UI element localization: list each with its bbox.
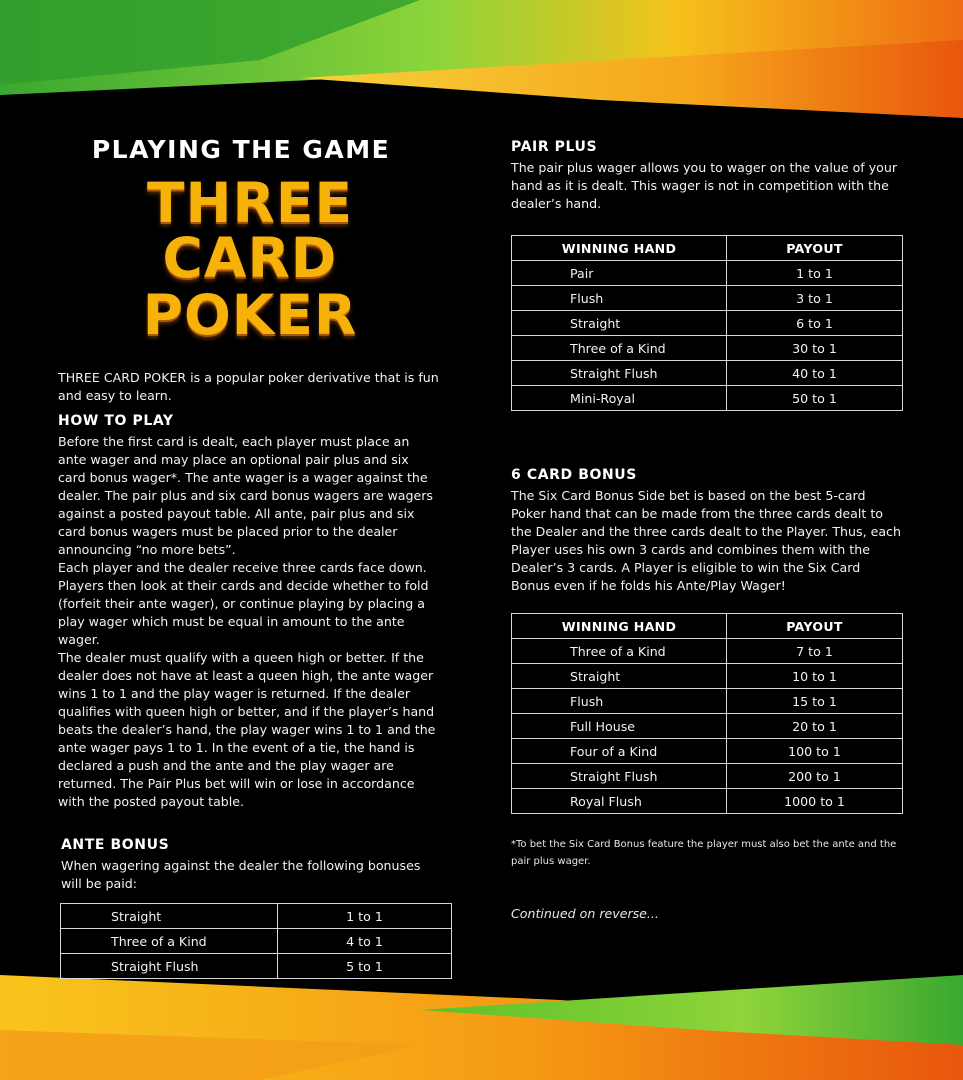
- game-title-line-1: THREE CARD: [146, 171, 354, 290]
- table-row: [61, 954, 452, 979]
- hand-cell: Three of a Kind: [512, 336, 727, 361]
- ante-bonus-table: [60, 903, 452, 979]
- pair-plus-text: The pair plus wager allows you to wager on the value of your hand as it is dealt. This wager is not in competition with the dealer’s hand.: [511, 160, 898, 211]
- table-header-row: [512, 614, 903, 639]
- table-row: [512, 311, 903, 336]
- table-row: [512, 714, 903, 739]
- hand-cell: Three of a Kind: [61, 929, 278, 954]
- six-card-bonus-text: The Six Card Bonus Side bet is based on the best 5-card Poker hand that can be made from the three cards dealt to the Dealer and the three cards dealt to the Player. Thus, each Player uses his own 3 cards and combines them with the Dealer’s 3 cards. A Player is eligible to win the Six Card Bonus even if he folds his Ante/Play Wager!: [511, 488, 901, 593]
- payout-cell: 100 to 1: [727, 739, 903, 764]
- payout-cell: 10 to 1: [727, 664, 903, 689]
- hand-cell: Royal Flush: [512, 789, 727, 814]
- payout-cell: 200 to 1: [727, 764, 903, 789]
- payout-cell: 1 to 1: [727, 261, 903, 286]
- column-header-payout: PAYOUT: [727, 614, 903, 639]
- ante-bonus-heading: ANTE BONUS: [61, 837, 170, 853]
- column-header-hand: WINNING HAND: [512, 614, 727, 639]
- hand-cell: Pair: [512, 261, 727, 286]
- payout-cell: 30 to 1: [727, 336, 903, 361]
- table-row: [512, 664, 903, 689]
- bottom-decorative-banner: [0, 970, 963, 1080]
- table-row: [512, 336, 903, 361]
- hand-cell: Full House: [512, 714, 727, 739]
- table-row: [512, 739, 903, 764]
- payout-cell: 1000 to 1: [727, 789, 903, 814]
- pair-plus-heading: PAIR PLUS: [511, 139, 598, 155]
- table-row: [512, 789, 903, 814]
- left-column: [58, 135, 440, 979]
- intro-text: THREE CARD POKER is a popular poker derivative that is fun and easy to learn.: [58, 370, 439, 403]
- payout-cell: 20 to 1: [727, 714, 903, 739]
- how-to-play-heading: HOW TO PLAY: [58, 413, 174, 429]
- payout-cell: 15 to 1: [727, 689, 903, 714]
- payout-cell: 6 to 1: [727, 311, 903, 336]
- table-row: [61, 929, 452, 954]
- pair-plus-table: [511, 235, 903, 411]
- right-column: [511, 135, 903, 934]
- kicker-heading: PLAYING THE GAME: [91, 135, 391, 164]
- hand-cell: Four of a Kind: [512, 739, 727, 764]
- column-header-payout: PAYOUT: [727, 236, 903, 261]
- hand-cell: Flush: [512, 689, 727, 714]
- footnote: *To bet the Six Card Bonus feature the player must also bet the ante and the pair plus wager.: [511, 839, 897, 867]
- hand-cell: Mini-Royal: [512, 386, 727, 411]
- payout-cell: 40 to 1: [727, 361, 903, 386]
- table-row: [512, 261, 903, 286]
- table-row: [61, 904, 452, 929]
- hand-cell: Three of a Kind: [512, 639, 727, 664]
- hand-cell: Straight: [512, 311, 727, 336]
- payout-cell: 4 to 1: [278, 929, 452, 954]
- table-row: [512, 639, 903, 664]
- payout-cell: 3 to 1: [727, 286, 903, 311]
- six-card-bonus-table: [511, 613, 903, 814]
- hand-cell: Straight: [61, 904, 278, 929]
- hand-cell: Flush: [512, 286, 727, 311]
- how-to-play-paragraph-2: Each player and the dealer receive three cards face down. Players then look at their cards and decide whether to fold (forfeit their ante wager), or continue playing by placing a play wager which must be equal in amount to the ante wager.: [58, 560, 429, 647]
- table-row: [512, 764, 903, 789]
- table-row: [512, 386, 903, 411]
- hand-cell: Straight Flush: [512, 764, 727, 789]
- column-header-hand: WINNING HAND: [512, 236, 727, 261]
- table-row: [512, 286, 903, 311]
- how-to-play-paragraph-1: Before the first card is dealt, each player must place an ante wager and may place an optional pair plus and six card bonus wager*. The ante wager is a wager against the dealer. The pair plus and six card bonus wagers are wagers against a posted payout table. All ante, pair plus and six card bonus wagers must be placed prior to the dealer announcing “no more bets”.: [58, 434, 433, 557]
- table-row: [512, 361, 903, 386]
- how-to-play-paragraph-3: The dealer must qualify with a queen high or better. If the dealer does not have at least a queen high, the ante wager wins 1 to 1 and the play wager is returned. If the dealer qualifies with queen high or better, and if the player’s hand beats the dealer’s hand, the play wager wins 1 to 1 and the ante wager pays 1 to 1. In the event of a tie, the hand is declared a push and the ante and the play wager are returned. The Pair Plus bet will win or lose in accordance with the posted payout table.: [58, 650, 436, 809]
- payout-cell: 1 to 1: [278, 904, 452, 929]
- table-header-row: [512, 236, 903, 261]
- top-decorative-banner: [0, 0, 963, 125]
- table-row: [512, 689, 903, 714]
- game-title-line-2: POKER: [142, 283, 358, 347]
- hand-cell: Straight Flush: [61, 954, 278, 979]
- six-card-bonus-heading: 6 CARD BONUS: [511, 467, 637, 483]
- hand-cell: Straight: [512, 664, 727, 689]
- payout-cell: 5 to 1: [278, 954, 452, 979]
- hand-cell: Straight Flush: [512, 361, 727, 386]
- ante-bonus-text: When wagering against the dealer the following bonuses will be paid:: [61, 858, 421, 891]
- payout-cell: 7 to 1: [727, 639, 903, 664]
- continued-note: Continued on reverse...: [511, 906, 659, 921]
- payout-cell: 50 to 1: [727, 386, 903, 411]
